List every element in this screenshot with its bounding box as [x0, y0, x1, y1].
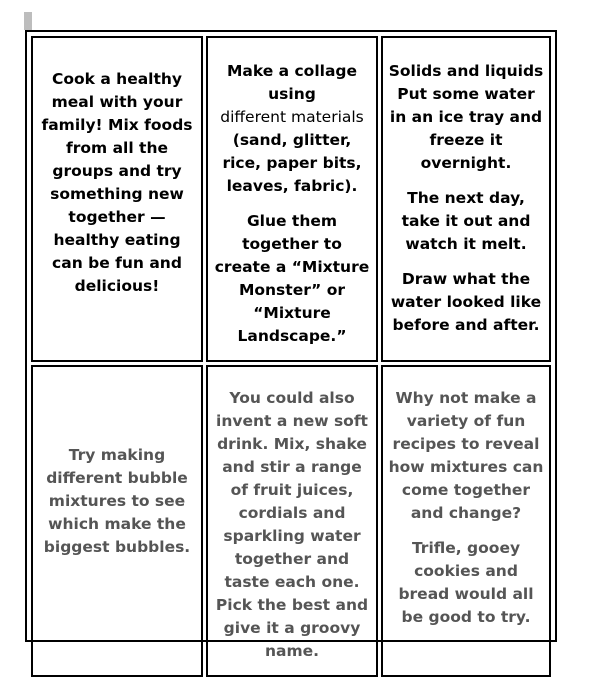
- cell-bubbles: [31, 365, 203, 677]
- solids-text-1: Solids and liquids Put some water in an ice tray and freeze it overnight.: [388, 62, 544, 172]
- margin-marker: [24, 12, 32, 30]
- recipes-text-1: Why not make a variety of fun recipes to reveal how mixtures can come together and change?: [388, 389, 544, 522]
- soft-drink-text: You could also invent a new soft drink. Mix, shake and stir a range of fruit juices, cordials and sparkling water together and taste each one. Pick the best and give it a groovy name.: [215, 389, 369, 660]
- solids-text-2: The next day, take it out and watch it melt.: [401, 189, 531, 253]
- collage-text-4: Glue them together to create a “Mixture Monster” or “Mixture Landscape.”: [214, 212, 370, 345]
- activity-grid: [28, 33, 554, 680]
- collage-text-3: (sand, glitter, rice, paper bits, leaves, fabric).: [222, 131, 362, 195]
- healthy-meal-text: Cook a healthy meal with your family! Mix foods from all the groups and try something new together — healthy eating can be fun and delicious!: [41, 70, 193, 295]
- collage-text-1: Make a collage using: [226, 62, 358, 103]
- cell-recipes: [381, 365, 551, 677]
- cell-healthy-meal: [31, 36, 203, 362]
- recipes-text-2: Trifle, gooey cookies and bread would all be good to try.: [398, 539, 534, 626]
- grid-row-1: [31, 36, 551, 362]
- cell-soft-drink: [206, 365, 378, 677]
- grid-row-2: [31, 365, 551, 677]
- solids-text-3: Draw what the water looked like before and after.: [390, 270, 542, 334]
- cell-solids-liquids: [381, 36, 551, 362]
- collage-text-2: different materials: [220, 108, 364, 126]
- bubbles-text: Try making different bubble mixtures to see which make the biggest bubbles.: [43, 445, 191, 556]
- cell-collage: [206, 36, 378, 362]
